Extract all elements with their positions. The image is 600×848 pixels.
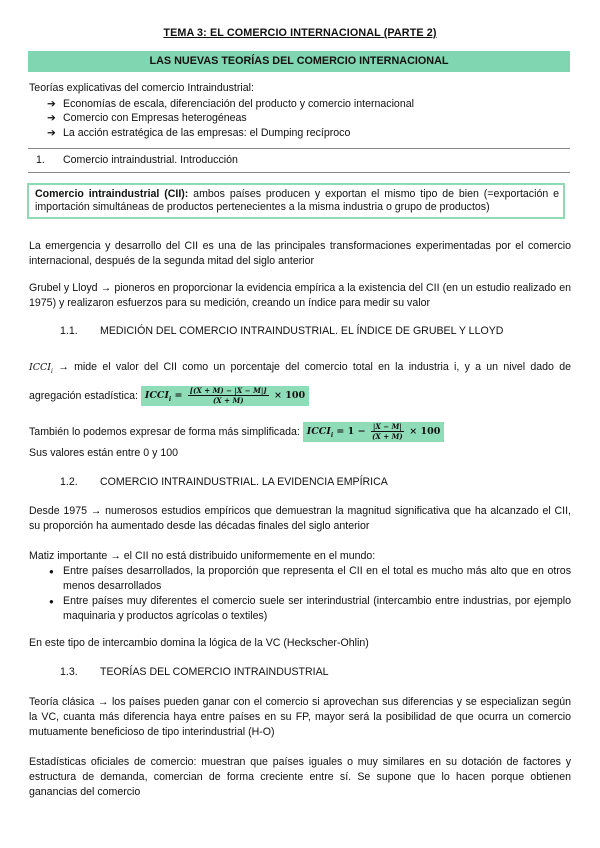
divider <box>28 172 570 173</box>
list-item: ➔ La acción estratégica de las empresas: el Dumping recíproco <box>47 126 351 139</box>
definition-text: ambos países producen y exportan el mismo tipo de bien (=exportación e importación simultáneas de productos pertenecientes a la misma industria o grupo de productos) <box>35 188 559 214</box>
intro-block <box>29 81 574 140</box>
list-item: ➔ Economías de escala, diferenciación del producto y comercio internacional <box>47 97 414 110</box>
intro-lead: Teorías explicativas del comercio Intraindustrial: <box>29 82 254 94</box>
paragraph-statistics: Estadísticas oficiales de comercio: muestran que países iguales o muy similares en su dotación de factores y estructura de demanda, comercian de forma creciente entre sí. Se supone que lo hacen porque obtienen ganancias del comercio <box>29 756 571 799</box>
list-item: ● Entre países muy diferentes el comercio suele ser interindustrial (intercambio entre industrias, por ejemplo maquinaria y productos agrícolas o textiles) <box>49 594 571 624</box>
theory-list <box>29 97 574 141</box>
paragraph-grubel-lloyd: Grubel y Lloyd → pioneros en proporcionar la evidencia empírica a la existencia del CII (en un estudio realizado en 1975) y realizaron esfuerzos para su medición, creando un índice para medir su valor <box>29 282 571 310</box>
definition-box <box>27 183 565 219</box>
formula-gl-index: $ICCI_i$ = $\frac{[(X + M) - |X - M|]}{(X + M)}$ × 100 <box>141 386 309 406</box>
list-item: ● Entre países desarrollados, la proporción que representa el CII en el total es mucho más alto que en otros menos desarrollados <box>49 564 571 594</box>
icc-symbol: $ICCI_i$ <box>29 362 53 375</box>
paragraph-range: Sus valores están entre 0 y 100 <box>29 447 178 459</box>
formula-gl-simplified: $ICCI_i = 1$ − $\frac{|X - M|}{(X + M)}$ × 100 <box>303 422 445 442</box>
definition-term: Comercio intraindustrial (CII): <box>35 188 189 200</box>
arrow-icon: ➔ <box>47 126 56 139</box>
paragraph-classical-theory: Teoría clásica → los países pueden ganar con el comercio si aprovechan sus diferencias y se especializan según la VC, cuanta más diferencia haya entre países en su FP, mayor será la posibilidad de que ocurra un comercio mutuamente beneficioso de tipo interindustrial (H-O) <box>29 696 571 739</box>
arrow-icon: ➔ <box>47 112 56 125</box>
subsection-heading: 1.2. COMERCIO INTRAINDUSTRIAL. LA EVIDENCIA EMPÍRICA <box>60 476 388 488</box>
list-item: ➔ Comercio con Empresas heterogéneas <box>47 112 247 125</box>
subsection-heading: 1.1. MEDICIÓN DEL COMERCIO INTRAINDUSTRIAL. EL ÍNDICE DE GRUBEL Y LLOYD <box>60 325 504 337</box>
paragraph-emergence: La emergencia y desarrollo del CII es una de las principales transformaciones experimentadas por el comercio internacional, después de la segunda mitad del siglo anterior <box>29 240 571 268</box>
subsection-heading: 1.3. TEORÍAS DEL COMERCIO INTRAINDUSTRIAL <box>60 666 329 678</box>
divider <box>28 148 570 149</box>
section-banner: LAS NUEVAS TEORÍAS DEL COMERCIO INTERNACIONAL <box>28 51 570 72</box>
paragraph-simplified: También lo podemos expresar de forma más simplificada: $ICCI_i = 1$ − $\frac{|X - M|}{(X + M)}$ × 100 <box>29 422 571 442</box>
paragraph-vc: En este tipo de intercambio domina la lógica de la VC (Heckscher-Ohlin) <box>29 637 369 649</box>
bullet-list <box>29 564 571 624</box>
paragraph-matiz: Matiz importante → el CII no está distribuido uniformemente en el mundo: ● Entre países desarrollados, la proporción que representa el CII en el total es mucho más alto que en otros menos desarrollados ● Entre países muy diferentes el comercio suele ser interindustrial (intercambio entre industrias, por ejemplo maquinaria y productos agrícolas o textiles) <box>29 549 571 624</box>
arrow-icon: ➔ <box>47 97 56 110</box>
paragraph-evidence: Desde 1975 → numerosos estudios empíricos que demuestran la magnitud significativa que ha alcanzado el CII, su proporción ha aumentado desde las décadas finales del siglo anterior <box>29 505 571 533</box>
section-heading: 1. Comercio intraindustrial. Introducción <box>36 154 238 166</box>
paragraph-icc: $ICCI_i$ → mide el valor del CII como un porcentaje del comercio total en la industria i, y a un nivel dado de agregación estadística: $ICCI_i$ = $\frac{[(X + M) - |X - M|]}{(X + M)}$ × 100 <box>29 361 571 406</box>
page-title: TEMA 3: EL COMERCIO INTERNACIONAL (PARTE 2) <box>163 27 437 39</box>
